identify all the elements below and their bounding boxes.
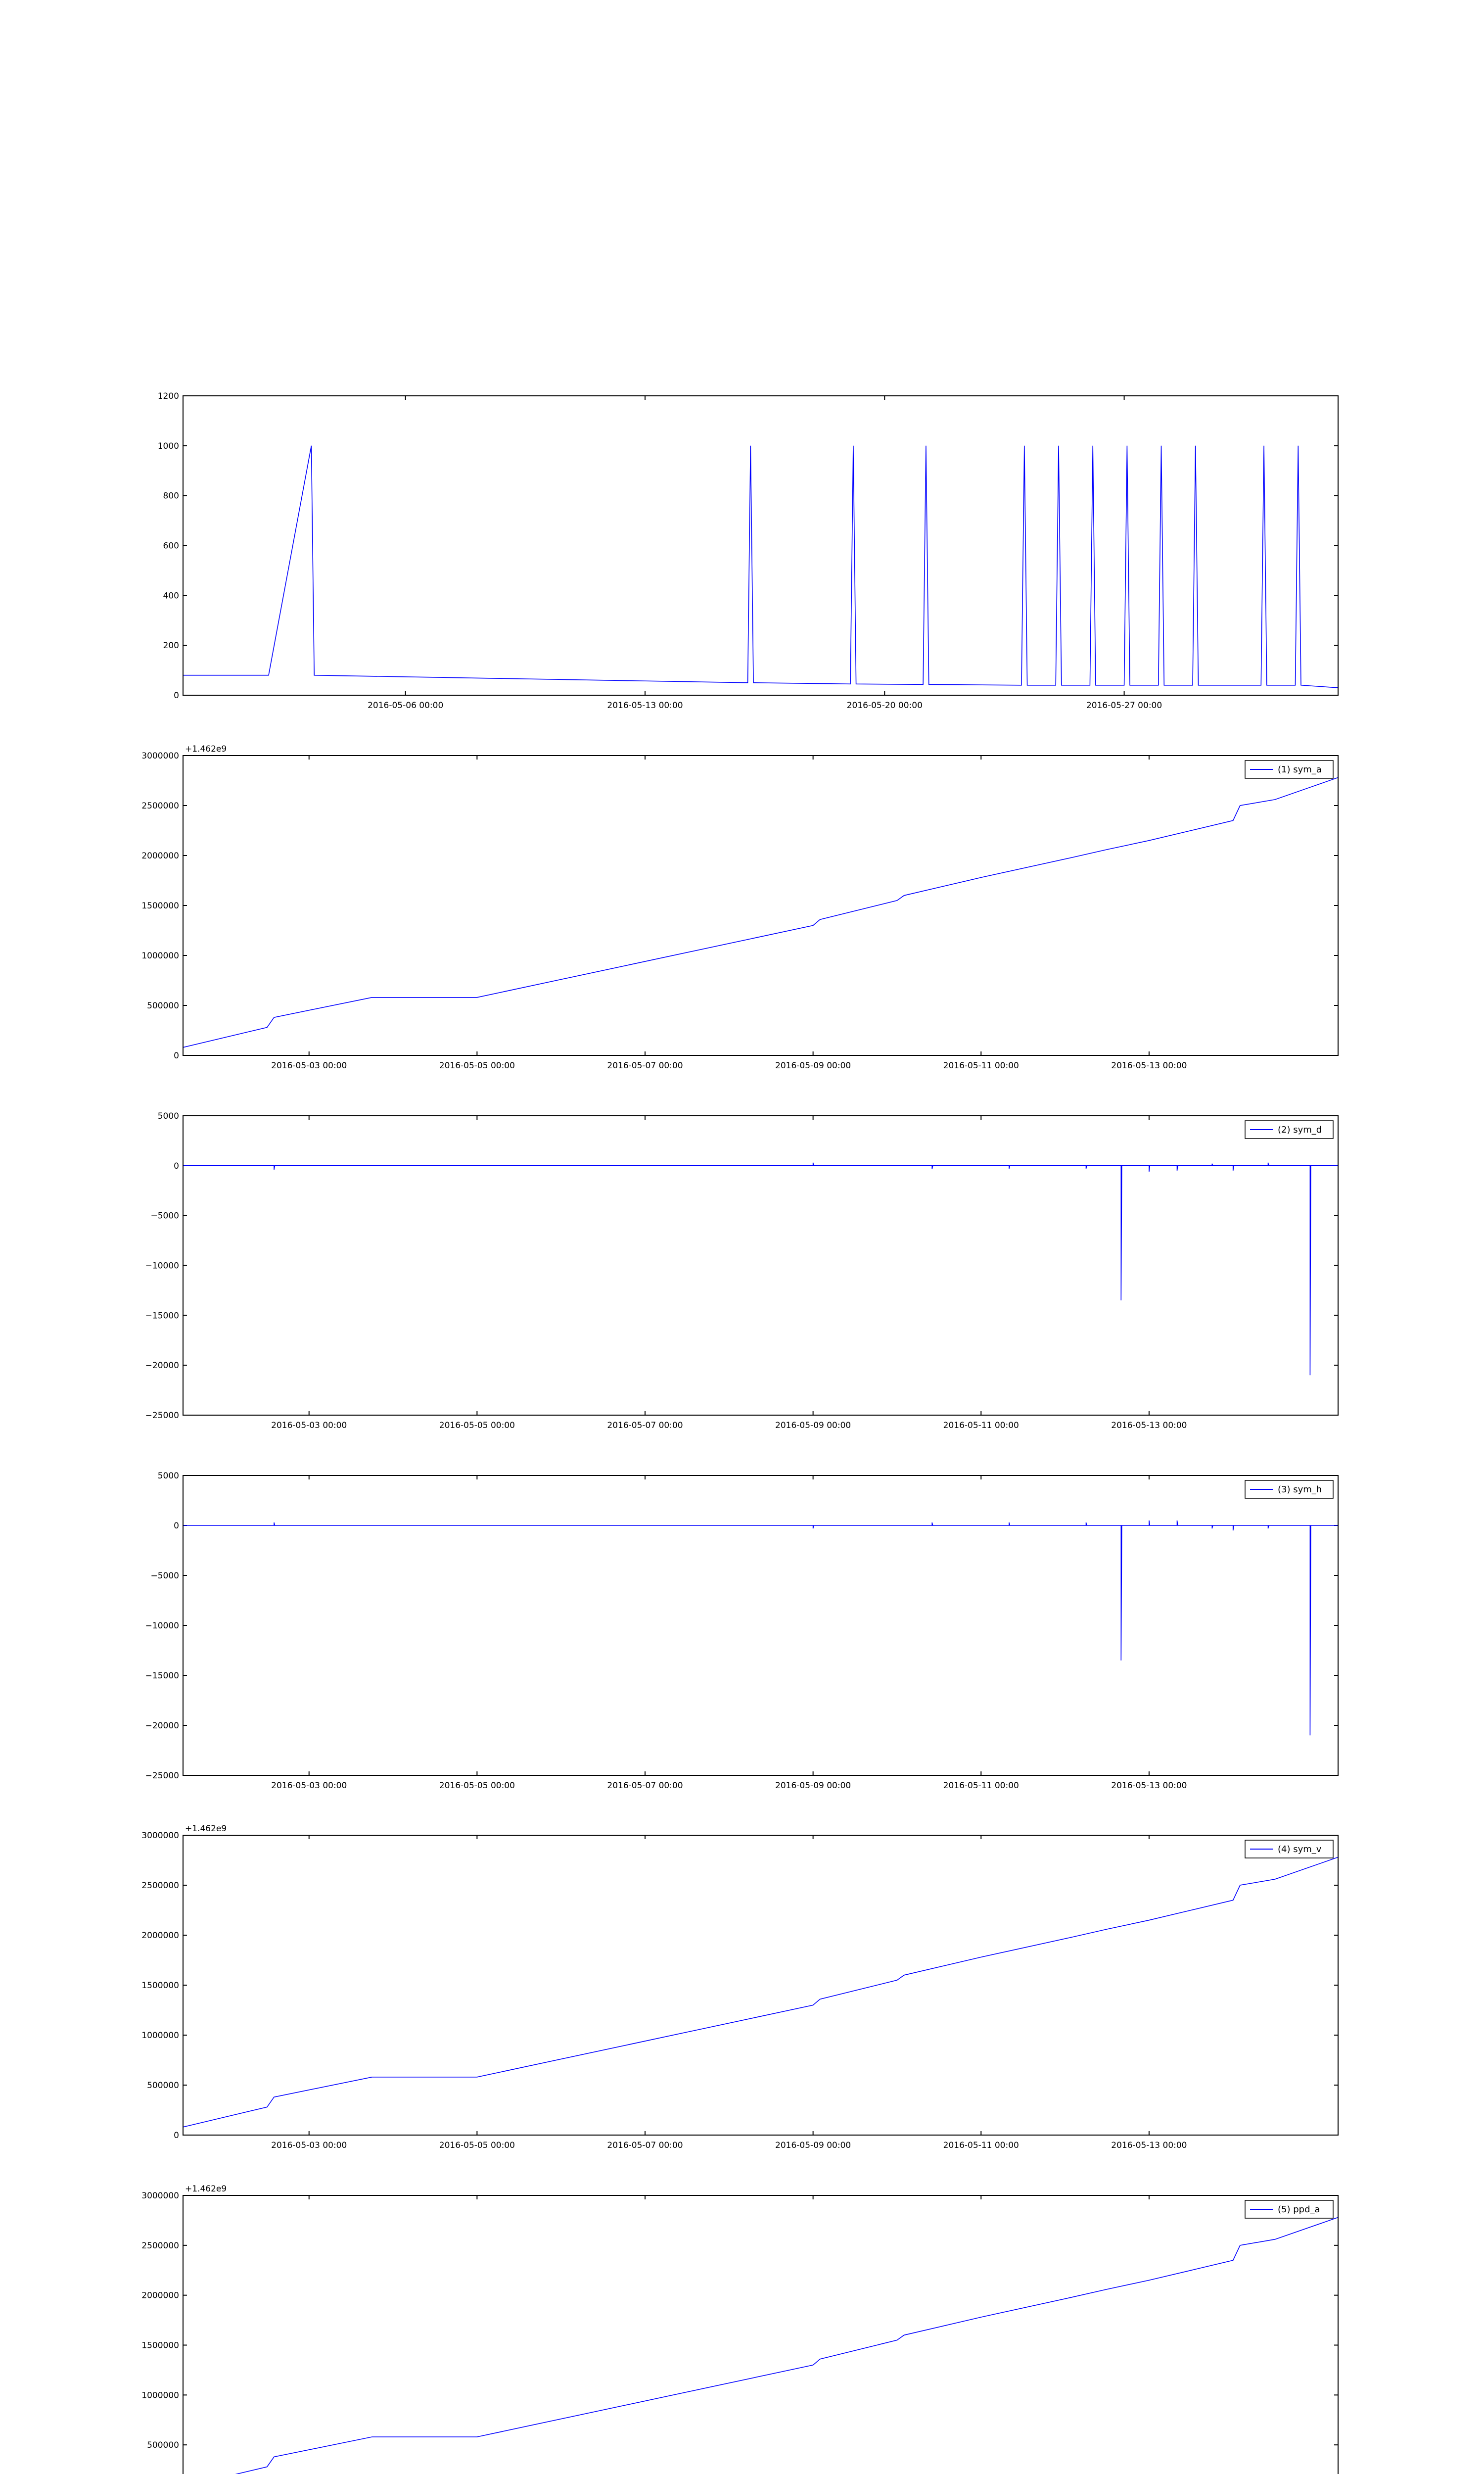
x-tick-label: 2016-05-11 00:00 (943, 1421, 1019, 1430)
x-tick-label: 2016-05-05 00:00 (439, 1781, 515, 1791)
y-offset-label: +1.462e9 (185, 1824, 227, 1834)
plot-frame (183, 1116, 1338, 1415)
chart-panel-2 (145, 1111, 1338, 1430)
y-tick-label: 2500000 (141, 801, 179, 811)
x-tick-label: 2016-05-05 00:00 (439, 1061, 515, 1071)
series-line (183, 2217, 1338, 2474)
y-tick-label: −20000 (145, 1721, 179, 1731)
x-tick-label: 2016-05-07 00:00 (607, 1781, 683, 1791)
x-tick-label: 2016-05-11 00:00 (943, 1061, 1019, 1071)
y-tick-label: 600 (163, 541, 179, 551)
y-tick-label: 2000000 (141, 851, 179, 861)
y-tick-label: 0 (174, 1521, 179, 1531)
x-tick-label: 2016-05-13 00:00 (1111, 1421, 1187, 1430)
y-tick-label: 0 (174, 1161, 179, 1171)
plot-frame (183, 2195, 1338, 2474)
x-tick-label: 2016-05-03 00:00 (271, 1781, 347, 1791)
y-tick-label: −15000 (145, 1311, 179, 1321)
y-tick-label: 3000000 (141, 2191, 179, 2201)
x-tick-label: 2016-05-13 00:00 (607, 701, 683, 711)
y-tick-label: −5000 (150, 1211, 179, 1221)
y-tick-label: 2500000 (141, 1881, 179, 1891)
y-tick-label: 1200 (157, 391, 179, 401)
chart-panel-1 (141, 744, 1338, 1071)
x-tick-label: 2016-05-03 00:00 (271, 2141, 347, 2150)
x-tick-label: 2016-05-13 00:00 (1111, 1781, 1187, 1791)
chart-panel-4 (141, 1824, 1338, 2150)
legend-label: (4) sym_v (1278, 1844, 1322, 1855)
y-tick-label: 1000000 (141, 2390, 179, 2401)
x-tick-label: 2016-05-07 00:00 (607, 2141, 683, 2150)
x-tick-label: 2016-05-13 00:00 (1111, 2141, 1187, 2150)
y-tick-label: −20000 (145, 1361, 179, 1371)
x-tick-label: 2016-05-09 00:00 (775, 1061, 851, 1071)
y-tick-label: 0 (174, 1051, 179, 1061)
x-tick-label: 2016-05-11 00:00 (943, 2141, 1019, 2150)
y-tick-label: 1500000 (141, 901, 179, 911)
series-line (183, 446, 1338, 688)
y-tick-label: 3000000 (141, 751, 179, 761)
y-tick-label: 1000000 (141, 2031, 179, 2041)
x-tick-label: 2016-05-20 00:00 (846, 701, 923, 711)
y-tick-label: 2500000 (141, 2240, 179, 2251)
chart-panel-0 (158, 391, 1338, 711)
x-tick-label: 2016-05-09 00:00 (775, 2141, 851, 2150)
y-tick-label: 1000 (157, 441, 179, 451)
x-tick-label: 2016-05-07 00:00 (607, 1421, 683, 1430)
x-tick-label: 2016-05-13 00:00 (1111, 1061, 1187, 1071)
plot-frame (183, 1475, 1338, 1775)
x-tick-label: 2016-05-09 00:00 (775, 1421, 851, 1430)
y-tick-label: 400 (163, 591, 179, 601)
y-tick-label: −25000 (145, 1771, 179, 1781)
x-tick-label: 2016-05-27 00:00 (1086, 701, 1162, 711)
y-tick-label: 3000000 (141, 1831, 179, 1841)
chart-panel-5 (141, 2184, 1338, 2474)
x-tick-label: 2016-05-06 00:00 (368, 701, 444, 711)
legend-label: (3) sym_h (1278, 1484, 1322, 1495)
y-tick-label: 200 (163, 641, 179, 651)
x-tick-label: 2016-05-05 00:00 (439, 1421, 515, 1430)
series-line (183, 777, 1338, 1047)
y-offset-label: +1.462e9 (185, 2184, 227, 2194)
y-tick-label: 5000 (157, 1471, 179, 1481)
series-line (183, 1857, 1338, 2127)
y-tick-label: 1500000 (141, 2340, 179, 2351)
legend-label: (1) sym_a (1278, 764, 1322, 775)
y-tick-label: −15000 (145, 1671, 179, 1681)
x-tick-label: 2016-05-05 00:00 (439, 2141, 515, 2150)
x-tick-label: 2016-05-03 00:00 (271, 1061, 347, 1071)
y-tick-label: 500000 (147, 1001, 179, 1011)
y-tick-label: 800 (163, 491, 179, 501)
y-tick-label: 2000000 (141, 1931, 179, 1941)
y-offset-label: +1.462e9 (185, 744, 227, 754)
x-tick-label: 2016-05-11 00:00 (943, 1781, 1019, 1791)
legend-label: (5) ppd_a (1278, 2204, 1320, 2215)
y-tick-label: 500000 (147, 2081, 179, 2091)
plot-frame (183, 756, 1338, 1055)
x-tick-label: 2016-05-09 00:00 (775, 1781, 851, 1791)
chart-panel-3 (145, 1471, 1338, 1791)
plot-frame (183, 396, 1338, 695)
series-line (183, 1521, 1338, 1735)
y-tick-label: 0 (174, 2131, 179, 2141)
legend-label: (2) sym_d (1278, 1125, 1322, 1135)
y-tick-label: 500000 (147, 2440, 179, 2451)
y-tick-label: 1000000 (141, 951, 179, 961)
plot-frame (183, 1835, 1338, 2135)
y-tick-label: 5000 (157, 1111, 179, 1121)
y-tick-label: −5000 (150, 1571, 179, 1581)
y-tick-label: 2000000 (141, 2290, 179, 2301)
series-line (183, 1163, 1338, 1376)
y-tick-label: 1500000 (141, 1981, 179, 1991)
y-tick-label: 0 (174, 691, 179, 701)
x-tick-label: 2016-05-07 00:00 (607, 1061, 683, 1071)
y-tick-label: −25000 (145, 1411, 179, 1421)
y-tick-label: −10000 (145, 1261, 179, 1271)
x-tick-label: 2016-05-03 00:00 (271, 1421, 347, 1430)
y-tick-label: −10000 (145, 1621, 179, 1631)
